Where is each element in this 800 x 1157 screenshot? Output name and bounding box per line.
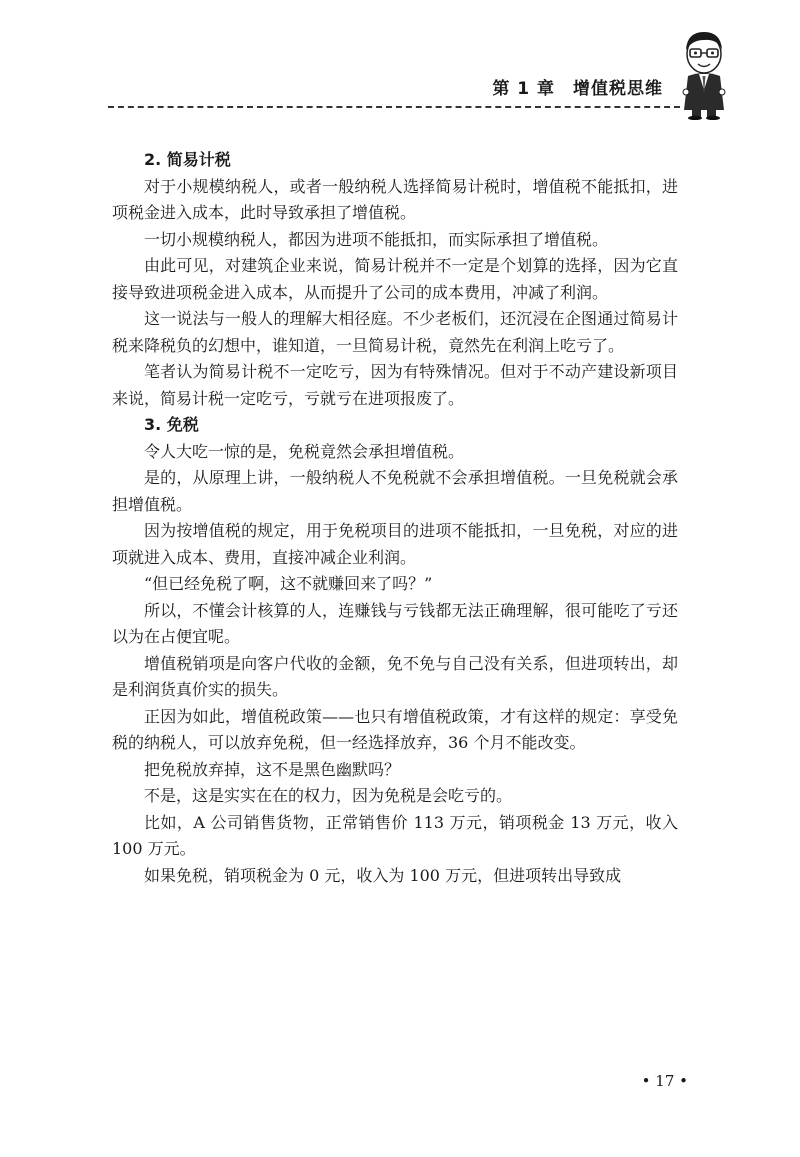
paragraph: 这一说法与一般人的理解大相径庭。不少老板们，还沉浸在企图通过简易计税来降税负的幻想中，谁知道，一旦简易计税，竟然先在利润上吃亏了。 [112,309,678,355]
paragraph: 由此可见，对建筑企业来说，简易计税并不一定是个划算的选择，因为它直接导致进项税金进入成本，从而提升了公司的成本费用，冲减了利润。 [112,256,678,302]
page-body [112,147,678,889]
cartoon-man-with-glasses-icon [678,24,730,120]
paragraph: 一切小规模纳税人，都因为进项不能抵扣，而实际承担了增值税。 [144,229,609,249]
paragraph: 笔者认为简易计税不一定吃亏，因为有特殊情况。但对于不动产建设新项目来说，简易计税一定吃亏，亏就亏在进项报废了。 [112,362,678,408]
quote-paragraph: “但已经免税了啊，这不就赚回来了吗？” [144,574,433,593]
page-number: • 17 • [641,1072,688,1090]
paragraph: 把免税放弃掉，这不是黑色幽默吗？ [144,759,401,779]
chapter-title: 第 1 章 增值税思维 [492,79,663,99]
paragraph: 正因为如此，增值税政策——也只有增值税政策，才有这样的规定：享受免税的纳税人，可以放弃免税，但一经选择放弃，36 个月不能改变。 [112,706,678,752]
section-heading: 3. 免税 [144,415,199,434]
paragraph: 比如，A 公司销售货物，正常销售价 113 万元，销项税金 13 万元，收入 100 万元。 [112,812,678,858]
paragraph: 令人大吃一惊的是，免税竟然会承担增值税。 [144,441,465,461]
paragraph: 增值税销项是向客户代收的金额，免不免与自己没有关系，但进项转出，却是利润货真价实的损失。 [112,653,678,699]
header-divider [108,106,680,108]
paragraph: 所以，不懂会计核算的人，连赚钱与亏钱都无法正确理解，很可能吃了亏还以为在占便宜呢。 [112,600,678,646]
section-heading: 2. 简易计税 [144,150,231,169]
paragraph: 是的，从原理上讲，一般纳税人不免税就不会承担增值税。一旦免税就会承担增值税。 [112,468,678,514]
paragraph: 对于小规模纳税人，或者一般纳税人选择简易计税时，增值税不能抵扣，进项税金进入成本，此时导致承担了增值税。 [112,176,678,222]
paragraph: 如果免税，销项税金为 0 元，收入为 100 万元，但进项转出导致成 [144,865,622,885]
paragraph: 不是，这是实实在在的权力，因为免税是会吃亏的。 [144,786,513,805]
paragraph: 因为按增值税的规定，用于免税项目的进项不能抵扣，一旦免税，对应的进项就进入成本、费用，直接冲减企业利润。 [112,521,678,567]
